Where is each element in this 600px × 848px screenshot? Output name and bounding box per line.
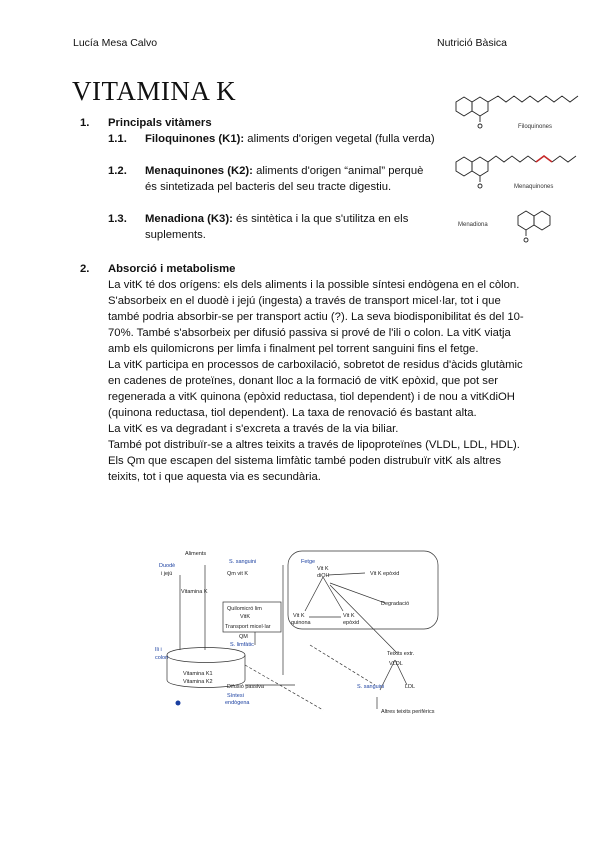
diagram-label: Transport micel·lar <box>225 624 271 630</box>
diagram-label: Vitamina K2 <box>183 679 213 685</box>
paragraph: La vitK es va degradant i s'excreta a través de la via biliar. <box>108 423 399 435</box>
paragraph: Els Qm que escapen del sistema limfàtic també poden distrubuïr vitK als altres teixits, tot i que aquesta via es secundària. <box>108 455 502 483</box>
item-description: aliments d'origen “animal” perquè és sintetizada pel bacteris del seu tracte digestiu. <box>145 165 424 193</box>
item-number: 1.1. <box>108 133 127 145</box>
structure-label: Menaquinones <box>514 184 554 190</box>
structure-label: Filoquinones <box>518 124 553 130</box>
diagram-label: Duodè <box>159 563 176 569</box>
diagram-label: Difusió passiva <box>227 684 264 690</box>
diagram-label: Qm vit K <box>227 571 249 577</box>
page-title: VITAMINA K <box>72 76 237 106</box>
item-term: Menaquinones (K2): <box>145 165 253 177</box>
paragraph: També pot distribuïr-se a altres teixits a través de lipoproteïnes (VLDL, LDL, HDL). <box>108 439 520 451</box>
diagram-label: Degradació <box>381 601 410 607</box>
diagram-label: quinona <box>291 620 311 626</box>
diagram-label: Vitamina K1 <box>183 671 213 677</box>
diagram-label: QM <box>239 634 248 640</box>
absorption-metabolism-diagram <box>145 545 445 725</box>
diagram-label: S. sanguini <box>229 559 257 565</box>
paragraph: La vitK té dos orígens: els dels aliments i la possible síntesi endògena en el còlon. S'absorbeix en el duodè i jejú (ingesta) a través de transport micel·lar, tot i que també podria absorbir-se per transport actiu (?). La seva biodisponibilitat és del 10-70%. També s'absorbeix per difusió passiva si prové de l'ili o colon. La vitK viatja amb els quilomicrons per limfa i finalment pel torrent sanguini fins el fetge. <box>108 279 524 355</box>
vitamer-structures-figure <box>448 76 588 256</box>
section-number: 2. <box>80 263 90 275</box>
item-description: aliments d'origen vegetal (fulla verda) <box>244 133 435 145</box>
diagram-label: Vitamina K <box>181 589 208 595</box>
header-course: Nutrició Bàsica <box>437 37 508 49</box>
item-number: 1.3. <box>108 213 127 225</box>
item-term: Menadiona (K3): <box>145 213 233 225</box>
diagram-label: Aliments <box>185 551 207 557</box>
item-term: Filoquinones (K1): <box>145 133 245 145</box>
diagram-label: Vit K epòxid <box>370 571 400 577</box>
item-number: 1.2. <box>108 165 127 177</box>
diagram-label: Fetge <box>301 559 316 565</box>
section-2-body <box>108 277 528 485</box>
diagram-label: VLDL <box>389 661 403 667</box>
diagram-label: Vit K <box>343 613 355 619</box>
diagram-label: LDL <box>405 684 416 690</box>
diagram-label: i jejú <box>161 571 173 577</box>
structure-label: Menadiona <box>458 222 488 228</box>
diagram-label: S. limfàtic <box>230 642 254 648</box>
diagram-label: Síntesi <box>227 693 244 699</box>
section-title: Principals vitàmers <box>108 117 212 129</box>
diagram-label: endògena <box>225 700 250 706</box>
diagram-label: Ili i <box>155 647 162 653</box>
diagram-label: Vit K <box>317 566 329 572</box>
diagram-label: colon <box>155 655 169 661</box>
diagram-label: Teixits extr. <box>387 651 415 657</box>
diagram-label: Altres teixits perifèrics <box>381 709 435 715</box>
diagram-label: diOH <box>317 573 330 579</box>
paragraph: La vitK participa en processos de carboxilació, sobretot de residus d'àcids glutàmic en cadenes de proteïnes, donant lloc a la formació de vitK epòxid, que pot ser regenerada a vitK quinona (epòxid reductasa, tiol dependent) i de nou a vitKdiOH (quinona reductasa, tiol dependent). La taxa de renovació és bastant alta. <box>108 359 523 419</box>
diagram-label: VitK <box>240 614 250 620</box>
diagram-label: epòxid <box>343 620 360 626</box>
section-number: 1. <box>80 117 90 129</box>
diagram-label: Vit K <box>293 613 305 619</box>
header-author: Lucía Mesa Calvo <box>73 37 158 49</box>
diagram-label: Quilomicró lim <box>227 606 262 612</box>
item-description: és sintètica i la que s'utilitza en els suplements. <box>145 213 409 241</box>
section-title: Absorció i metabolisme <box>108 263 236 275</box>
diagram-label: S. sanguini <box>357 684 385 690</box>
